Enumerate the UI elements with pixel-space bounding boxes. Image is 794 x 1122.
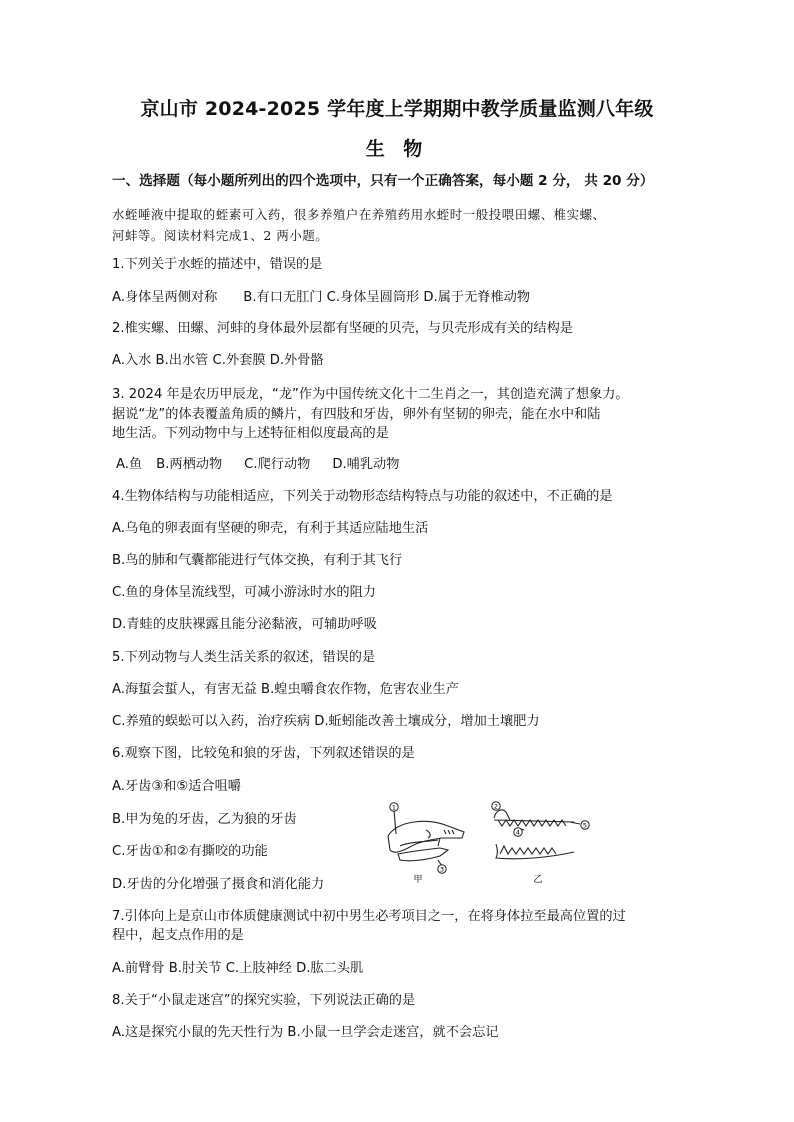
figure-label-yi: 乙 bbox=[533, 875, 543, 885]
question-1-option-bcd: B.有口无肛门 C.身体呈圆筒形 D.属于无脊椎动物 bbox=[243, 290, 531, 305]
question-3-line-1: 3. 2024 年是农历甲辰龙，“龙”作为中国传统文化十二生肖之一，其创造充满了想象力。 bbox=[112, 387, 629, 402]
figure-label-jia: 甲 bbox=[413, 875, 423, 885]
svg-text:4: 4 bbox=[515, 828, 521, 837]
question-2-stem: 2.椎实螺、田螺、河蚌的身体最外层都有坚硬的贝壳，与贝壳形成有关的结构是 bbox=[112, 321, 573, 336]
skull-yi bbox=[494, 810, 580, 859]
marker-3 bbox=[438, 865, 446, 874]
question-7-line-2: 程中，起支点作用的是 bbox=[112, 928, 244, 943]
question-4-option-a: A.乌龟的卵表面有坚硬的卵壳，有利于其适应陆地生活 bbox=[112, 521, 429, 536]
question-4-option-c: C.鱼的身体呈流线型，可减小游泳时水的阻力 bbox=[112, 585, 376, 600]
question-3-option-c: C.爬行动物 bbox=[244, 457, 311, 472]
question-7-line-1: 7.引体向上是京山市体质健康测试中初中男生必考项目之一，在将身体拉至最高位置的过 bbox=[112, 909, 626, 924]
material-line-2: 河蚌等。阅读材料完成1、2 两小题。 bbox=[112, 228, 329, 243]
marker-4 bbox=[514, 828, 522, 837]
question-2-options: A.入水 B.出水管 C.外套膜 D.外骨骼 bbox=[112, 353, 324, 368]
question-1-stem: 1.下列关于水蛭的描述中，错误的是 bbox=[112, 257, 323, 272]
question-3-line-2: 据说“龙”的体表覆盖角质的鳞片，有四肢和牙齿，卵外有坚韧的卵壳，能在水中和陆 bbox=[112, 407, 601, 422]
question-1-options bbox=[112, 289, 530, 307]
question-3-option-b: B.两栖动物 bbox=[156, 457, 223, 472]
question-6-stem: 6.观察下图，比较兔和狼的牙齿，下列叙述错误的是 bbox=[112, 746, 415, 761]
exam-title: 京山市 2024-2025 学年度上学期期中教学质量监测八年级 bbox=[140, 98, 654, 120]
question-4-option-d: D.青蛙的皮肤裸露且能分泌黏液，可辅助呼吸 bbox=[112, 617, 377, 632]
marker-1 bbox=[390, 803, 398, 812]
question-8-options-ab: A.这是探究小鼠的先天性行为 B.小鼠一旦学会走迷宫，就不会忘记 bbox=[112, 1025, 499, 1040]
subject-title: 生 物 bbox=[365, 138, 429, 160]
question-3-option-a: A.鱼 bbox=[116, 457, 143, 472]
marker-2 bbox=[492, 802, 500, 811]
svg-text:2: 2 bbox=[493, 802, 499, 811]
question-3-option-d: D.哺乳动物 bbox=[332, 457, 400, 472]
question-4-option-b: B.鸟的肺和气囊都能进行气体交换，有利于其飞行 bbox=[112, 553, 403, 568]
question-5-options-cd: C.养殖的蜈蚣可以入药，治疗疾病 D.蚯蚓能改善土壤成分，增加土壤肥力 bbox=[112, 714, 540, 729]
material-line-1: 水蛭唾液中提取的蛭素可入药，很多养殖户在养殖药用水蛭时一般投喂田螺、椎实螺、 bbox=[112, 207, 606, 222]
question-4-stem: 4.生物体结构与功能相适应，下列关于动物形态结构特点与功能的叙述中，不正确的是 bbox=[112, 489, 613, 504]
question-7-options: A.前臂骨 B.肘关节 C.上肢神经 D.肱二头肌 bbox=[112, 961, 364, 976]
marker-5 bbox=[581, 821, 589, 830]
question-5-options-ab: A.海蜇会蜇人，有害无益 B.蝗虫嚼食农作物，危害农业生产 bbox=[112, 682, 459, 697]
teeth-comparison-figure bbox=[378, 796, 608, 888]
question-8-stem: 8.关于“小鼠走迷宫”的探究实验，下列说法正确的是 bbox=[112, 993, 416, 1008]
question-3-options bbox=[116, 456, 399, 474]
svg-text:1: 1 bbox=[391, 803, 397, 812]
svg-text:5: 5 bbox=[582, 821, 588, 830]
question-3-line-3: 地生活。下列动物中与上述特征相似度最高的是 bbox=[112, 426, 389, 441]
question-1-option-a: A.身体呈两侧对称 bbox=[112, 290, 218, 305]
question-5-stem: 5.下列动物与人类生活关系的叙述，错误的是 bbox=[112, 650, 376, 665]
question-6-option-a: A.牙齿③和⑤适合咀嚼 bbox=[112, 779, 241, 794]
question-6-option-c: C.牙齿①和②有撕咬的功能 bbox=[112, 844, 268, 859]
question-6-option-d: D.牙齿的分化增强了摄食和消化能力 bbox=[112, 877, 325, 892]
skull-jia bbox=[388, 810, 464, 866]
svg-text:3: 3 bbox=[439, 865, 445, 874]
section-heading: 一、选择题（每小题所列出的四个选项中，只有一个正确答案，每小题 2 分， 共 20 分） bbox=[112, 173, 654, 189]
question-6-option-b: B.甲为兔的牙齿，乙为狼的牙齿 bbox=[112, 812, 297, 827]
